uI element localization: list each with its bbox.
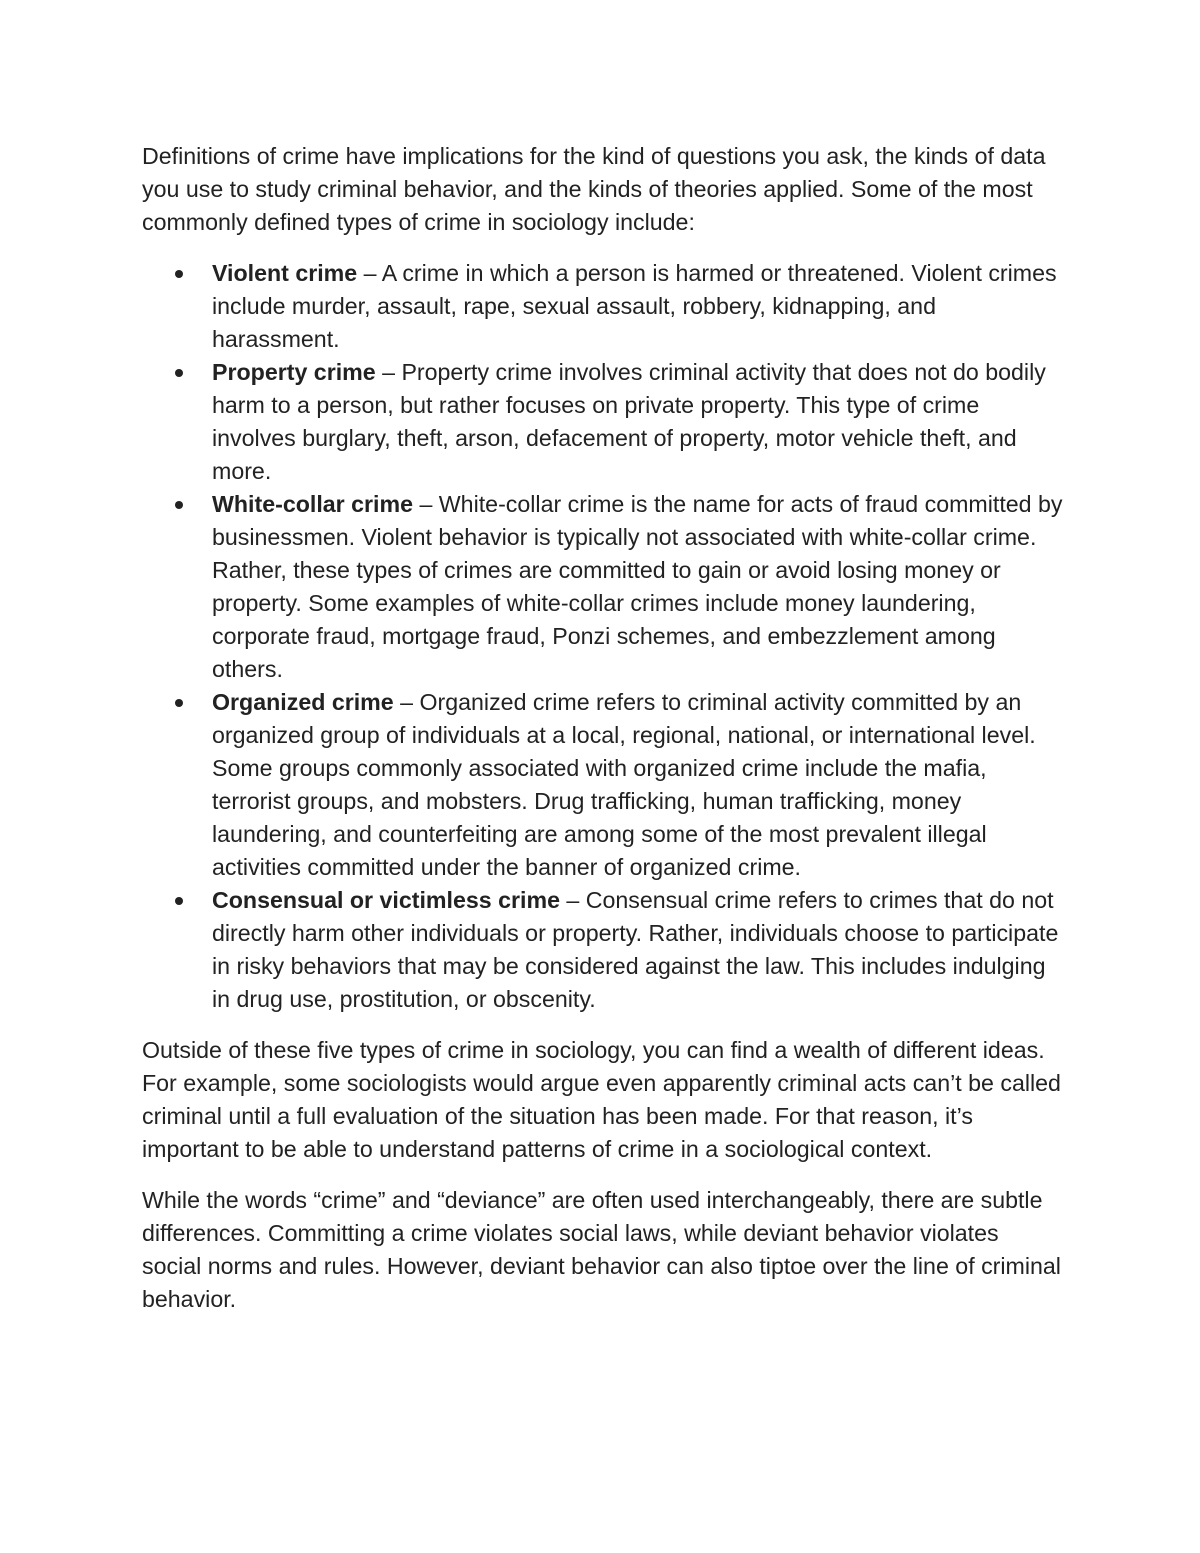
definition-text: – White-collar crime is the name for acts of fraud committed by businessmen. Violent behavior is typically not associated with white-collar crime. Rather, these types of crimes are committed to gain or avoid losing money or property. Some examples of white-collar crimes include money laundering, corporate fraud, mortgage fraud, Ponzi schemes, and embezzlement among others. — [212, 491, 1063, 682]
deviance-paragraph: While the words “crime” and “deviance” are often used interchangeably, there are subtle differences. Committing a crime violates social laws, while deviant behavior violates social norms and rules. However, deviant behavior can also tiptoe over the line of criminal behavior. — [142, 1187, 1061, 1312]
bullet-icon — [175, 369, 183, 377]
term-label: White-collar crime — [212, 491, 414, 517]
term-label: Property crime — [212, 359, 376, 385]
definition-text: – Consensual crime refers to crimes that do not directly harm other individuals or property. Rather, individuals choose to participate in risky behaviors that may be considered against the law. This includes indulging in drug use, prostitution, or obscenity. — [212, 887, 1059, 1012]
list-item-white-collar-crime — [212, 488, 1064, 686]
list-item-property-crime — [212, 356, 1064, 488]
term-label: Consensual or victimless crime — [212, 887, 560, 913]
outside-paragraph: Outside of these five types of crime in sociology, you can find a wealth of different ideas. For example, some sociologists would argue even apparently criminal acts can’t be called criminal until a full evaluation of the situation has been made. For that reason, it’s important to be able to understand patterns of crime in a sociological context. — [142, 1037, 1061, 1162]
intro-paragraph: Definitions of crime have implications for the kind of questions you ask, the kinds of data you use to study criminal behavior, and the kinds of theories applied. Some of the most commonly defined types of crime in sociology include: — [142, 143, 1046, 235]
list-item-consensual-crime — [212, 884, 1064, 1016]
definition-text: – Property crime involves criminal activity that does not do bodily harm to a person, but rather focuses on private property. This type of crime involves burglary, theft, arson, defacement of property, motor vehicle theft, and more. — [212, 359, 1046, 484]
crime-types-list — [142, 257, 1064, 1016]
term-label: Organized crime — [212, 689, 394, 715]
bullet-icon — [175, 501, 183, 509]
definition-text: – A crime in which a person is harmed or threatened. Violent crimes include murder, assault, rape, sexual assault, robbery, kidnapping, and harassment. — [212, 260, 1057, 352]
bullet-icon — [175, 270, 183, 278]
bullet-icon — [175, 699, 183, 707]
bullet-icon — [175, 897, 183, 905]
term-label: Violent crime — [212, 260, 358, 286]
document-page — [142, 140, 1064, 1334]
definition-text: – Organized crime refers to criminal activity committed by an organized group of individuals at a local, regional, national, or international level. Some groups commonly associated with organized crime include the mafia, terrorist groups, and mobsters. Drug trafficking, human trafficking, money laundering, and counterfeiting are among some of the most prevalent illegal activities committed under the banner of organized crime. — [212, 689, 1036, 880]
list-item-violent-crime — [212, 257, 1064, 356]
list-item-organized-crime — [212, 686, 1064, 884]
